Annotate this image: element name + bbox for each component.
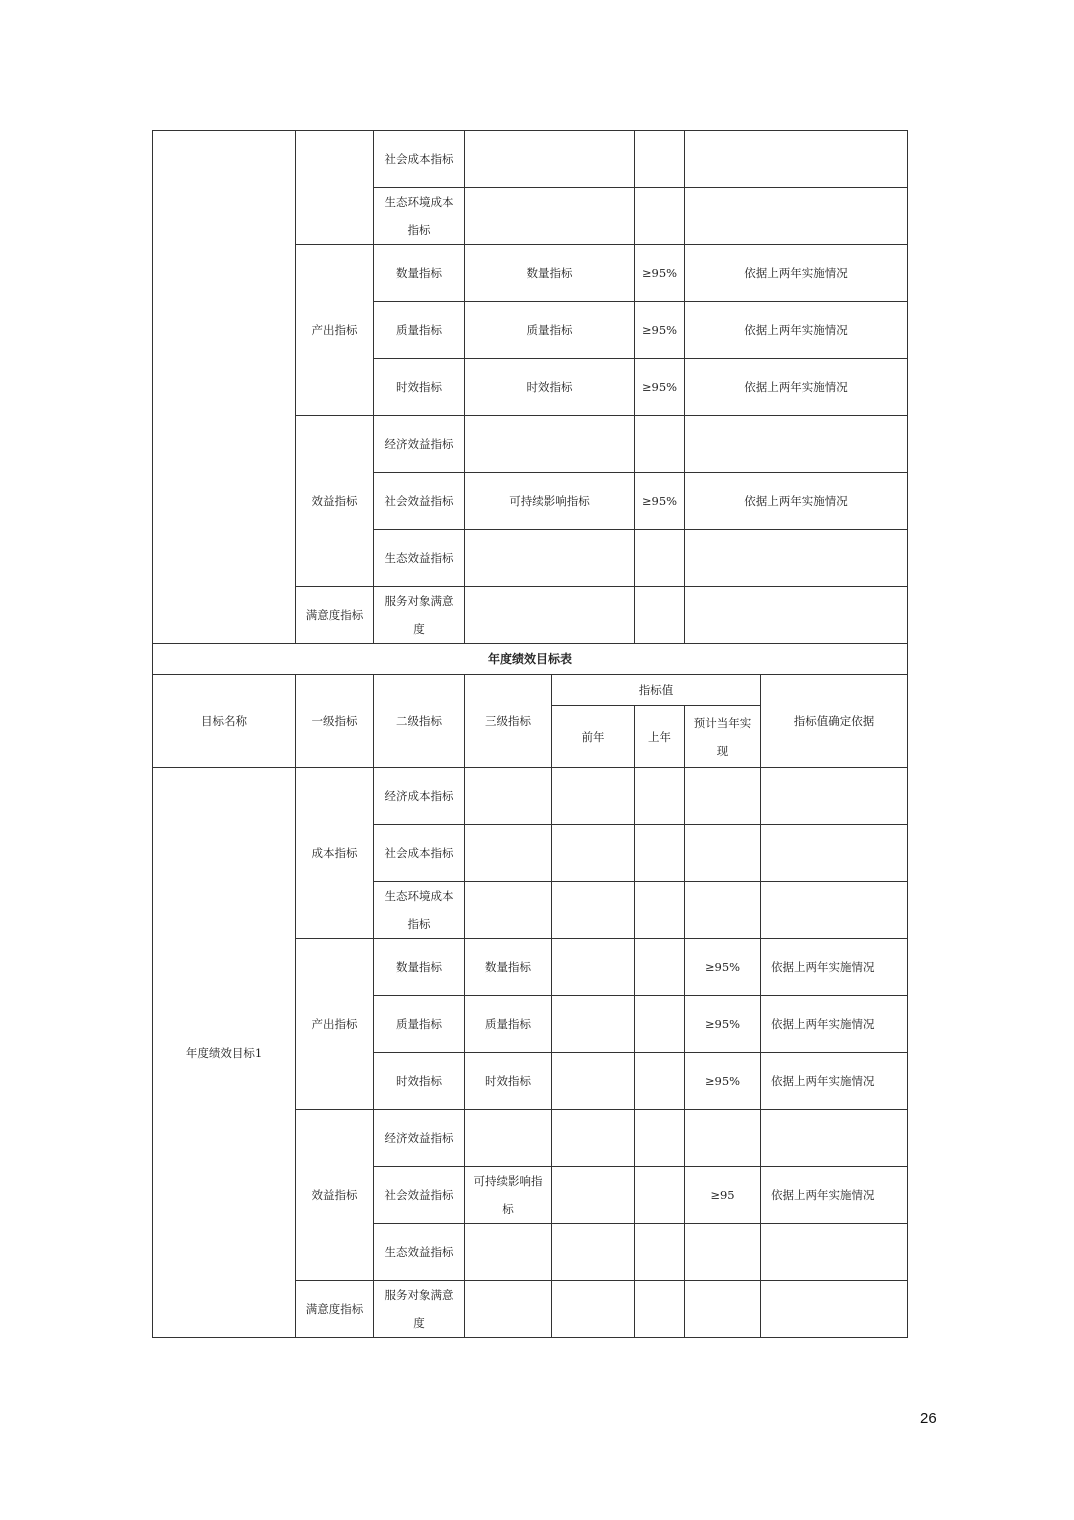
level2-cell: 社会效益指标 [374,473,465,530]
prev-year-cell [552,939,635,996]
level2-cell: 经济成本指标 [374,768,465,825]
basis-cell [685,188,908,245]
level3-cell [465,188,635,245]
prev-year-cell [552,1281,635,1338]
header-level3: 三级指标 [465,675,552,768]
level2-cell: 社会成本指标 [374,131,465,188]
expected-cell: ≥95% [685,1053,761,1110]
expected-cell [685,825,761,882]
level1-cell: 满意度指标 [296,1281,374,1338]
level3-cell: 可持续影响指标 [465,473,635,530]
prev-year-cell [552,1053,635,1110]
basis-cell [761,768,908,825]
value-cell [635,530,685,587]
level3-cell [465,1224,552,1281]
value-cell: ≥95% [635,302,685,359]
target-name-cell: 年度绩效目标1 [153,768,296,1338]
level3-cell [465,131,635,188]
level3-cell: 数量指标 [465,245,635,302]
expected-cell [685,768,761,825]
header-level2: 二级指标 [374,675,465,768]
prev-year-cell [552,1167,635,1224]
basis-cell [685,530,908,587]
level2-cell: 经济效益指标 [374,1110,465,1167]
level2-cell: 质量指标 [374,996,465,1053]
level2-cell: 生态环境成本指标 [374,188,465,245]
prev-year-cell [552,1110,635,1167]
target-name-cell [153,131,296,644]
level2-cell: 数量指标 [374,939,465,996]
level3-cell [465,768,552,825]
last-year-cell [635,1281,685,1338]
table-title: 年度绩效目标表 [153,644,908,675]
basis-cell [761,825,908,882]
level3-cell: 数量指标 [465,939,552,996]
basis-cell: 依据上两年实施情况 [685,302,908,359]
value-cell [635,188,685,245]
basis-cell: 依据上两年实施情况 [761,939,908,996]
basis-cell [761,1224,908,1281]
last-year-cell [635,1053,685,1110]
prev-year-cell [552,1224,635,1281]
value-cell [635,587,685,644]
level3-cell: 可持续影响指标 [465,1167,552,1224]
header-last-year: 上年 [635,706,685,768]
basis-cell [685,416,908,473]
level1-cell: 效益指标 [296,416,374,587]
last-year-cell [635,1167,685,1224]
expected-cell [685,882,761,939]
basis-cell [685,131,908,188]
last-year-cell [635,825,685,882]
value-cell [635,416,685,473]
last-year-cell [635,768,685,825]
level3-cell: 时效指标 [465,359,635,416]
level2-cell: 社会效益指标 [374,1167,465,1224]
annual-performance-table [152,643,908,1338]
basis-cell: 依据上两年实施情况 [761,996,908,1053]
level2-cell: 质量指标 [374,302,465,359]
level2-cell: 时效指标 [374,359,465,416]
basis-cell [685,587,908,644]
level2-cell: 经济效益指标 [374,416,465,473]
level1-cell: 产出指标 [296,245,374,416]
header-basis: 指标值确定依据 [761,675,908,768]
level2-cell: 服务对象满意度 [374,587,465,644]
last-year-cell [635,996,685,1053]
expected-cell [685,1224,761,1281]
level2-cell: 社会成本指标 [374,825,465,882]
last-year-cell [635,1224,685,1281]
expected-cell [685,1281,761,1338]
performance-table-continued [152,130,908,644]
level3-cell: 质量指标 [465,996,552,1053]
prev-year-cell [552,825,635,882]
expected-cell: ≥95 [685,1167,761,1224]
level3-cell [465,1110,552,1167]
expected-cell: ≥95% [685,939,761,996]
value-cell: ≥95% [635,359,685,416]
level2-cell: 时效指标 [374,1053,465,1110]
level2-cell: 生态效益指标 [374,1224,465,1281]
last-year-cell [635,939,685,996]
level2-cell: 服务对象满意度 [374,1281,465,1338]
level1-cell: 满意度指标 [296,587,374,644]
basis-cell [761,1110,908,1167]
level2-cell: 生态效益指标 [374,530,465,587]
header-target-name: 目标名称 [153,675,296,768]
last-year-cell [635,1110,685,1167]
expected-cell: ≥95% [685,996,761,1053]
header-prev-year: 前年 [552,706,635,768]
header-expected: 预计当年实现 [685,706,761,768]
prev-year-cell [552,768,635,825]
level1-cell [296,131,374,245]
level3-cell [465,587,635,644]
last-year-cell [635,882,685,939]
level3-cell [465,825,552,882]
header-indicator-value: 指标值 [552,675,761,706]
basis-cell: 依据上两年实施情况 [685,473,908,530]
level3-cell [465,416,635,473]
header-level1: 一级指标 [296,675,374,768]
basis-cell: 依据上两年实施情况 [761,1053,908,1110]
value-cell [635,131,685,188]
basis-cell [761,882,908,939]
basis-cell [761,1281,908,1338]
level3-cell [465,530,635,587]
prev-year-cell [552,882,635,939]
basis-cell: 依据上两年实施情况 [685,359,908,416]
level3-cell [465,882,552,939]
expected-cell [685,1110,761,1167]
value-cell: ≥95% [635,473,685,530]
level2-cell: 生态环境成本指标 [374,882,465,939]
page-number: 26 [920,1410,937,1427]
prev-year-cell [552,996,635,1053]
level1-cell: 产出指标 [296,939,374,1110]
basis-cell: 依据上两年实施情况 [685,245,908,302]
level3-cell: 时效指标 [465,1053,552,1110]
value-cell: ≥95% [635,245,685,302]
level1-cell: 成本指标 [296,768,374,939]
level1-cell: 效益指标 [296,1110,374,1281]
level3-cell: 质量指标 [465,302,635,359]
basis-cell: 依据上两年实施情况 [761,1167,908,1224]
level2-cell: 数量指标 [374,245,465,302]
level3-cell [465,1281,552,1338]
